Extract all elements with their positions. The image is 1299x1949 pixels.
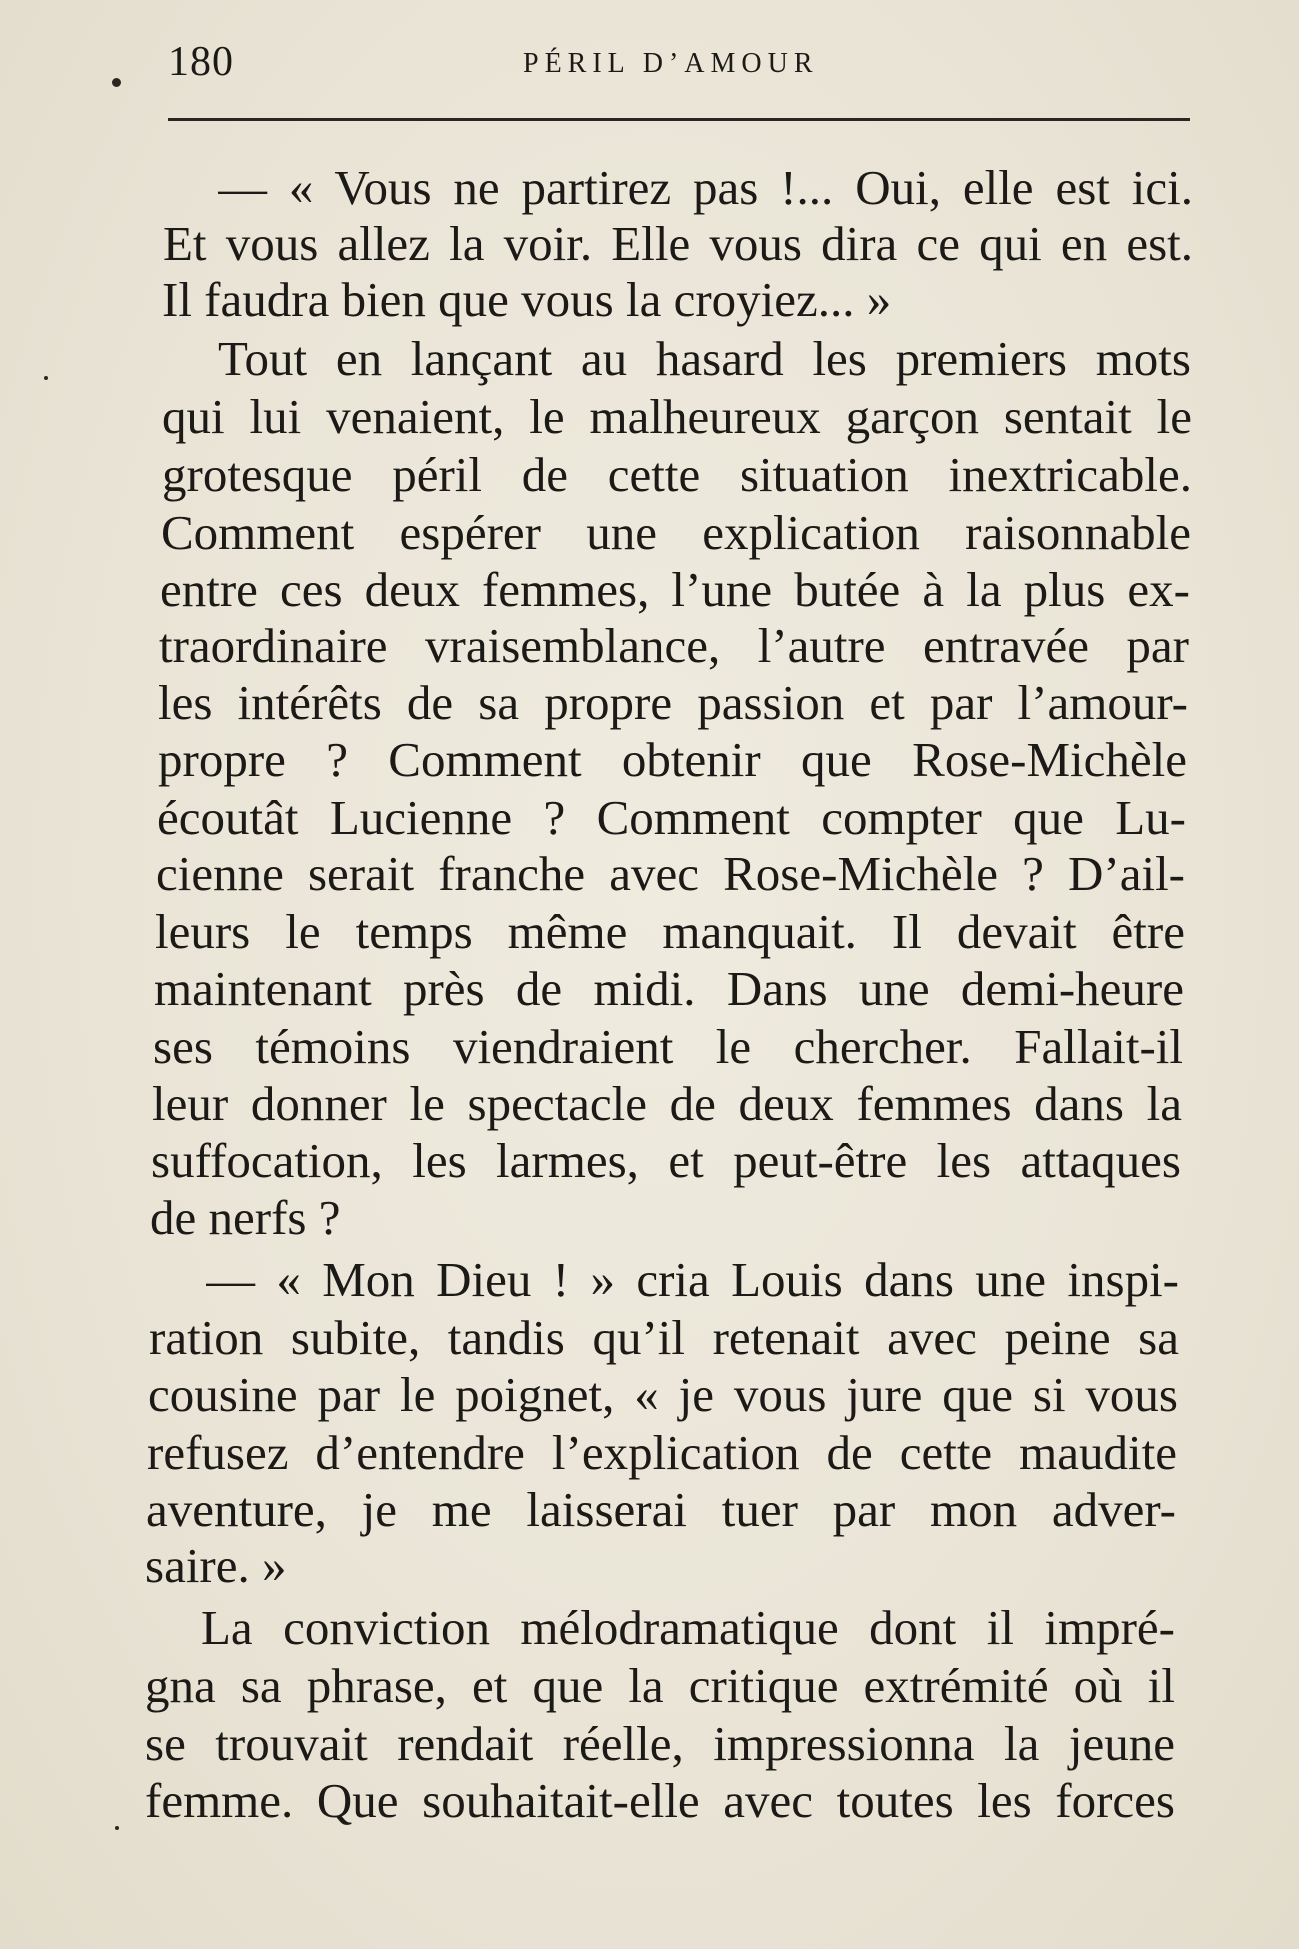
text-line: de nerfs ?: [150, 1190, 341, 1245]
text-line: entre ces deux femmes, l’une butée à la plus ex-: [160, 562, 1190, 617]
text-line: propre ? Comment obtenir que Rose-Michèle: [158, 732, 1187, 787]
text-line: refusez d’entendre l’explication de cette maudite: [147, 1425, 1177, 1480]
text-line: Comment espérer une explication raisonnable: [161, 505, 1191, 560]
running-head: PÉRIL D’AMOUR: [523, 48, 819, 79]
text-line: se trouvait rendait réelle, impressionna la jeune: [145, 1716, 1175, 1771]
text-line: traordinaire vraisemblance, l’autre entravée par: [159, 618, 1189, 673]
text-line: ses témoins viendraient le chercher. Fallait-il: [153, 1019, 1183, 1074]
text-line: femme. Que souhaitait-elle avec toutes les forces: [145, 1773, 1175, 1828]
text-line: maintenant près de midi. Dans une demi-heure: [154, 961, 1184, 1016]
text-line: les intérêts de sa propre passion et par l’amour-: [158, 675, 1188, 730]
text-line: — « Vous ne partirez pas !... Oui, elle est ici.: [218, 160, 1193, 215]
text-line: Il faudra bien que vous la croyiez... »: [162, 272, 892, 327]
text-line: suffocation, les larmes, et peut-être les attaques: [151, 1133, 1181, 1188]
text-line: leur donner le spectacle de deux femmes dans la: [152, 1076, 1182, 1131]
text-line: Tout en lançant au hasard les premiers mots: [218, 331, 1191, 386]
text-line: ration subite, tandis qu’il retenait avec peine sa: [149, 1310, 1179, 1365]
text-line: La conviction mélodramatique dont il impré-: [201, 1600, 1175, 1655]
text-line: qui lui venaient, le malheureux garçon sentait le: [162, 389, 1192, 444]
text-line: cienne serait franche avec Rose-Michèle ? D’ail-: [156, 846, 1185, 901]
text-line: grotesque péril de cette situation inextricable.: [162, 447, 1192, 502]
text-line: saire. »: [145, 1538, 287, 1593]
text-line: gna sa phrase, et que la critique extrémité où il: [145, 1658, 1175, 1713]
text-line: Et vous allez la voir. Elle vous dira ce qui en est.: [163, 216, 1193, 271]
text-line: écoutât Lucienne ? Comment compter que Lu-: [157, 790, 1186, 845]
text-line: leurs le temps même manquait. Il devait être: [155, 904, 1185, 959]
text-line: cousine par le poignet, « je vous jure que si vous: [148, 1367, 1178, 1422]
text-line: aventure, je me laisserai tuer par mon adver-: [146, 1482, 1176, 1537]
text-line: — « Mon Dieu ! » cria Louis dans une inspi-: [206, 1252, 1179, 1307]
page-number: 180: [168, 39, 234, 85]
